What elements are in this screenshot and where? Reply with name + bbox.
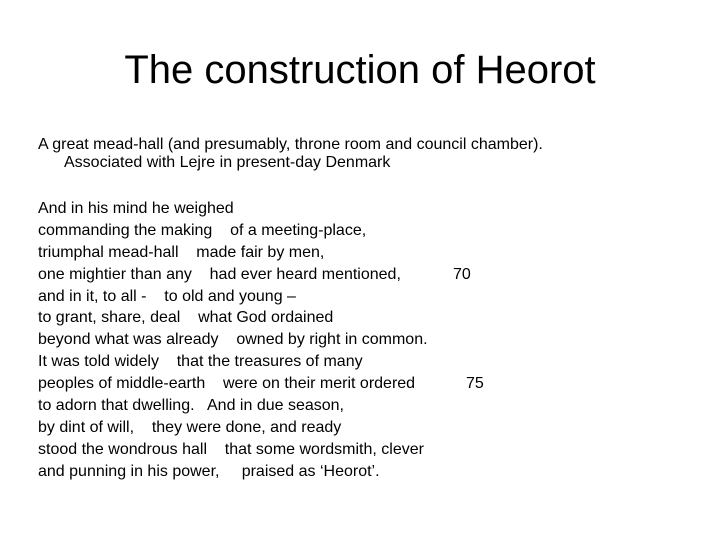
poem-line-10 bbox=[38, 395, 698, 417]
poem-line-text: and in it, to all - to old and young – bbox=[38, 287, 296, 305]
poem-line-4 bbox=[38, 264, 698, 286]
slide-title: The construction of Heorot bbox=[124, 48, 596, 92]
poem-line-text: to grant, share, deal what God ordained bbox=[38, 309, 334, 327]
poem-line-text: peoples of middle-earth were on their merit ordered bbox=[38, 375, 416, 393]
poem-line-text: And in his mind he weighed bbox=[38, 200, 234, 217]
intro-paragraph bbox=[38, 136, 698, 172]
intro-line-1: A great mead-hall (and presumably, throne room and council chamber). bbox=[38, 136, 543, 153]
poem-line-7 bbox=[38, 329, 698, 351]
poem-line-text: to adorn that dwelling. And in due season, bbox=[38, 397, 344, 415]
poem-line-8 bbox=[38, 351, 698, 373]
poem-line-13 bbox=[38, 461, 698, 483]
poem-line-text: It was told widely that the treasures of many bbox=[38, 353, 363, 371]
poem-line-text: beyond what was already owned by right in common. bbox=[38, 331, 428, 349]
poem-line-5 bbox=[38, 286, 698, 308]
poem-line-text: one mightier than any had ever heard mentioned, bbox=[38, 265, 401, 283]
line-number: 70 bbox=[453, 265, 471, 283]
poem-line-text: commanding the making of a meeting-place, bbox=[38, 221, 367, 239]
poem-line-6 bbox=[38, 307, 698, 329]
poem-line-3 bbox=[38, 242, 698, 264]
intro-line-2: Associated with Lejre in present-day Denmark bbox=[64, 154, 391, 171]
poem-line-text: stood the wondrous hall that some wordsmith, clever bbox=[38, 440, 424, 458]
line-number: 75 bbox=[466, 375, 484, 393]
poem-line-2 bbox=[38, 220, 698, 242]
poem-block bbox=[38, 198, 698, 483]
poem-line-12 bbox=[38, 439, 698, 461]
poem-line-text: triumphal mead-hall made fair by men, bbox=[38, 243, 325, 261]
poem-line-9 bbox=[38, 373, 698, 395]
poem-line-1 bbox=[38, 198, 698, 220]
poem-line-text: by dint of will, they were done, and ready bbox=[38, 418, 342, 436]
poem-line-text: and punning in his power, praised as ‘Heorot’. bbox=[38, 462, 380, 480]
poem-line-11 bbox=[38, 417, 698, 439]
